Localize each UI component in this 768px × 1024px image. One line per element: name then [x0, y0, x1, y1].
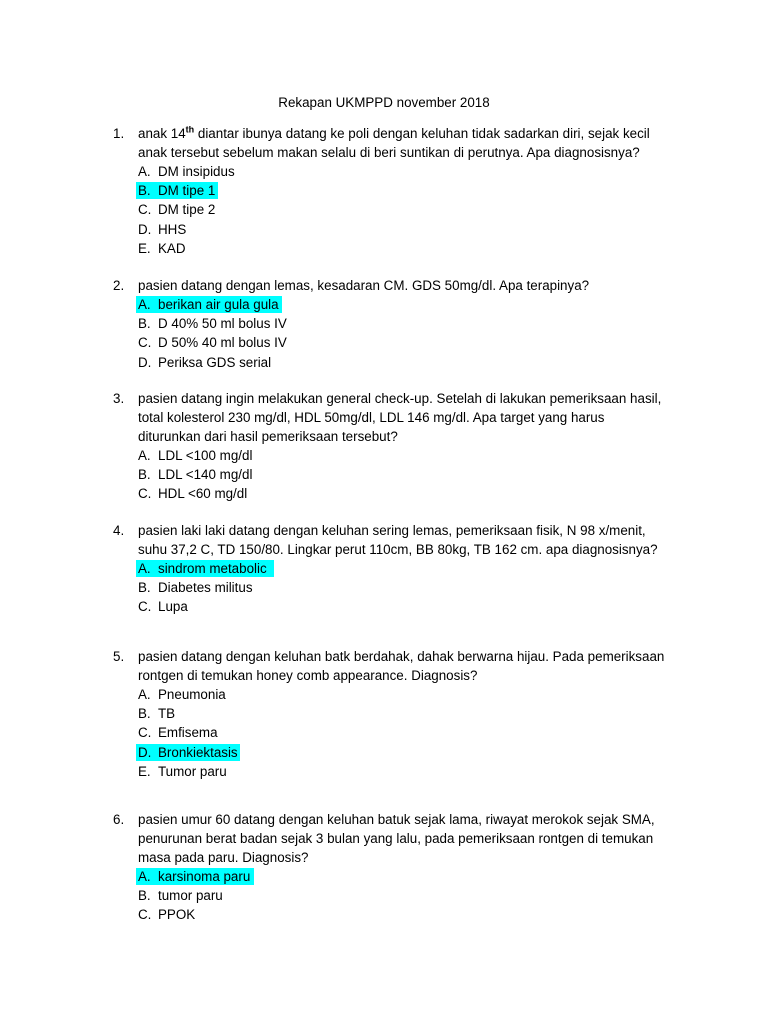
- option-b: B. Diabetes militus: [138, 580, 253, 596]
- option-list: [138, 559, 658, 617]
- question-number: 4.: [113, 523, 125, 538]
- question-line: pasien datang dengan keluhan batk berdahak, dahak berwarna hijau. Pada pemeriksaan: [138, 649, 665, 664]
- option-list: [138, 162, 658, 258]
- option-a: A. Pneumonia: [138, 687, 226, 702]
- option-d: D. HHS: [138, 221, 187, 237]
- question-number: 5.: [113, 649, 125, 664]
- question-line: diturunkan dari hasil pemeriksaan tersebut?: [138, 429, 398, 445]
- question-line: anak tersebut sebelum makan selalu di beri suntikan di perutnya. Apa diagnosisnya?: [138, 145, 640, 161]
- option-c: C. HDL <60 mg/dl: [138, 486, 248, 502]
- option-list: [138, 685, 658, 781]
- option-b: B. tumor paru: [138, 888, 223, 904]
- question-text: [138, 521, 678, 559]
- option-e: E. Tumor paru: [138, 763, 227, 779]
- option-b: B. TB: [138, 706, 176, 722]
- option-e: E. KAD: [138, 240, 186, 256]
- option-d: D. Periksa GDS serial: [138, 354, 272, 370]
- option-b: B. LDL <140 mg/dl: [138, 467, 253, 483]
- document-title: Rekapan UKMPPD november 2018: [278, 95, 490, 110]
- option-c: C. D 50% 40 ml bolus IV: [138, 335, 287, 351]
- question-line: pasien datang ingin melakukan general check-up. Setelah di lakukan pemeriksaan hasil,: [138, 391, 662, 406]
- question-line: penurunan berat badan sejak 3 bulan yang lalu, pada pemeriksaan rontgen di temukan: [138, 831, 654, 847]
- question-line: pasien umur 60 datang dengan keluhan batuk sejak lama, riwayat merokok sejak SMA,: [138, 812, 655, 827]
- option-list: [138, 295, 658, 372]
- option-c: C. Lupa: [138, 599, 188, 615]
- question-number: 1.: [113, 126, 125, 141]
- option-a-answer: A. sindrom metabolic: [138, 559, 658, 578]
- option-c: C. PPOK: [138, 907, 196, 923]
- option-d-answer: D. Bronkiektasis: [138, 743, 658, 762]
- superscript: th: [185, 124, 195, 135]
- question-line: total kolesterol 230 mg/dl, HDL 50mg/dl, LDL 146 mg/dl. Apa target yang harus: [138, 410, 605, 426]
- option-b: B. D 40% 50 ml bolus IV: [138, 316, 287, 332]
- question-text: [138, 647, 678, 685]
- question-text: [138, 124, 678, 162]
- option-a-answer: A. karsinoma paru: [138, 867, 658, 886]
- question-number: 2.: [113, 278, 125, 293]
- question-text: [138, 810, 678, 868]
- option-list: [138, 446, 658, 504]
- question-line: masa pada paru. Diagnosis?: [138, 850, 309, 866]
- option-c: C. DM tipe 2: [138, 202, 216, 218]
- question-line: pasien laki laki datang dengan keluhan sering lemas, pemeriksaan fisik, N 98 x/menit,: [138, 523, 646, 538]
- question-text: [138, 389, 678, 447]
- option-a: A. LDL <100 mg/dl: [138, 448, 253, 463]
- question-line: suhu 37,2 C, TD 150/80. Lingkar perut 110cm, BB 80kg, TB 162 cm. apa diagnosisnya?: [138, 542, 658, 558]
- question-number: 3.: [113, 391, 125, 406]
- question-number: 6.: [113, 812, 125, 827]
- option-list: [138, 867, 658, 925]
- option-a-answer: A. berikan air gula gula: [138, 295, 658, 314]
- option-a: A. DM insipidus: [138, 164, 235, 179]
- question-line: anak 14th diantar ibunya datang ke poli dengan keluhan tidak sadarkan diri, sejak kecil: [138, 124, 650, 141]
- option-b-answer: B. DM tipe 1: [138, 181, 658, 200]
- question-line: pasien datang dengan lemas, kesadaran CM. GDS 50mg/dl. Apa terapinya?: [138, 278, 590, 293]
- question-text: [138, 276, 678, 295]
- option-c: C. Emfisema: [138, 725, 218, 741]
- question-line: rontgen di temukan honey comb appearance. Diagnosis?: [138, 668, 478, 684]
